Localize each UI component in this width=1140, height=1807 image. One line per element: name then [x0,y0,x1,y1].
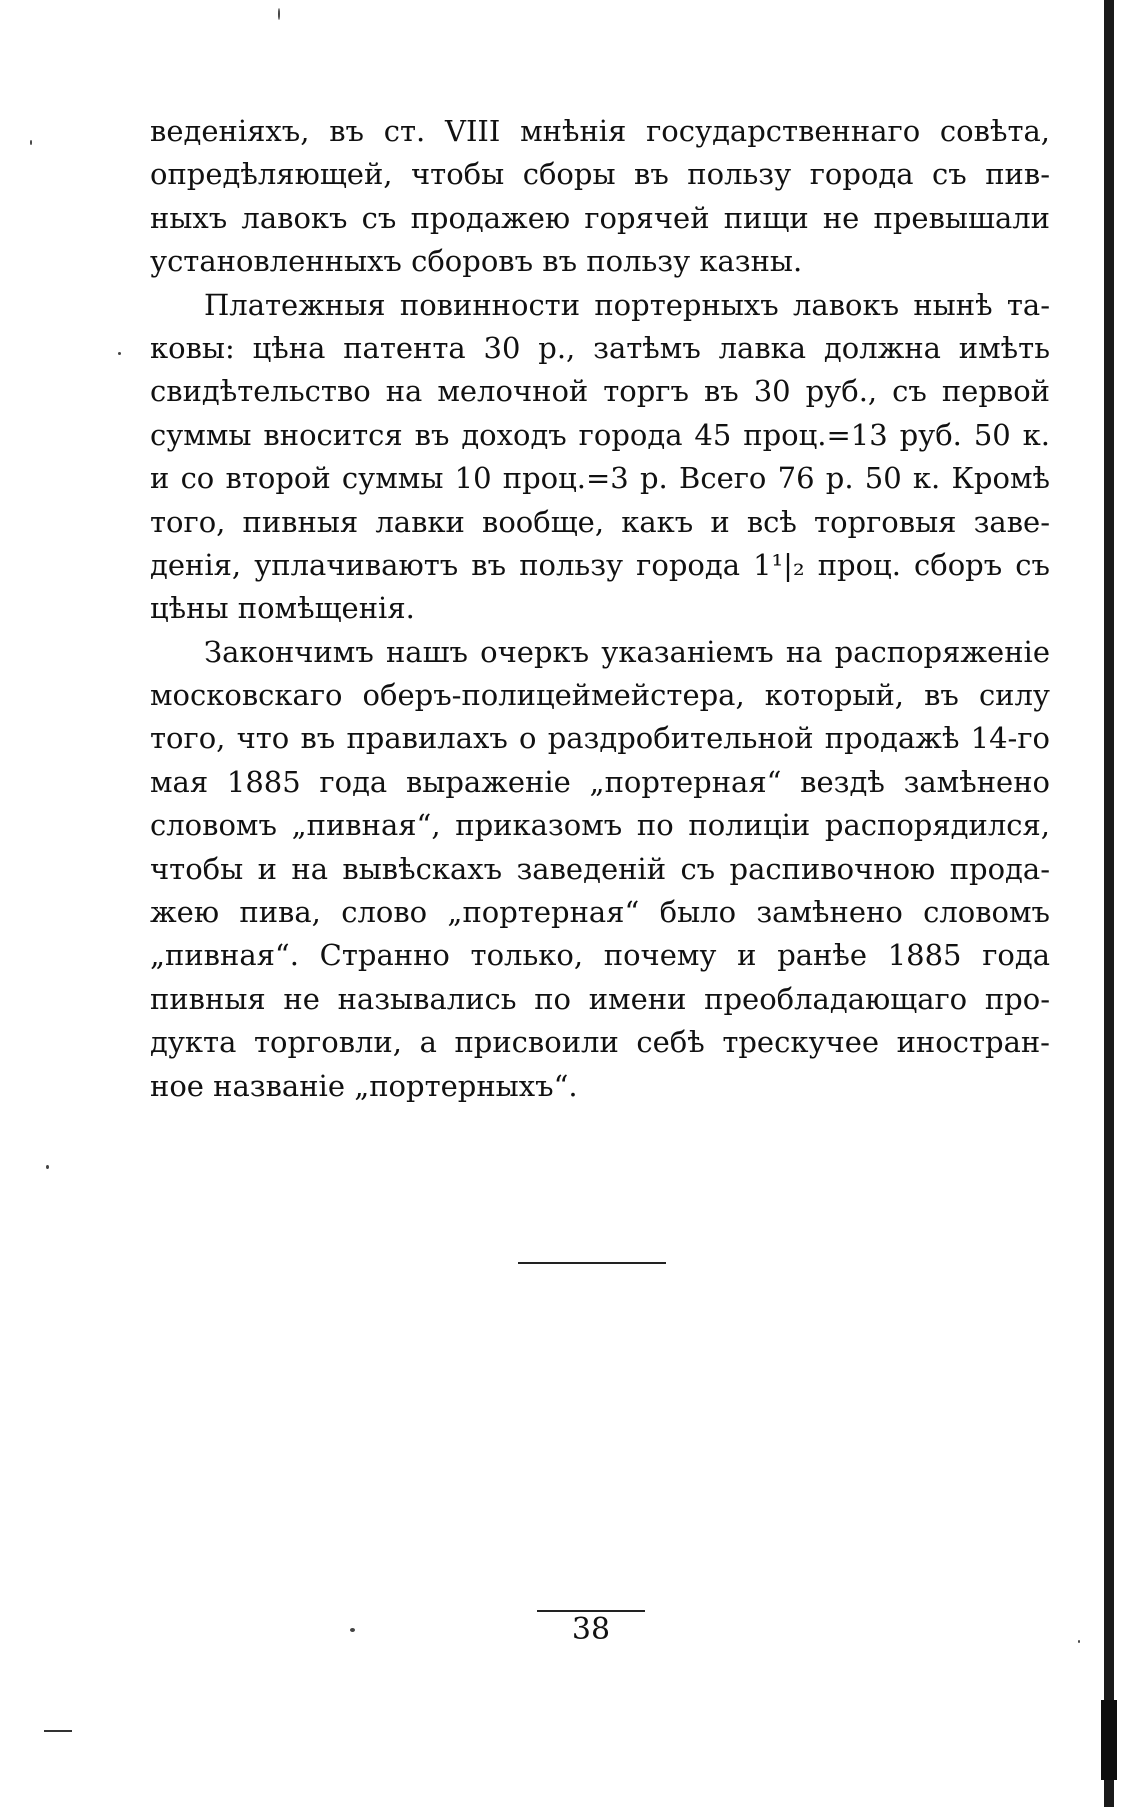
section-divider [518,1262,666,1264]
scan-speck [278,8,280,20]
text-line: дукта торговли, а присвоили себѣ трескучее иностран- [150,1025,1050,1060]
paragraph-2 [150,284,1050,631]
text-line: денія, уплачиваютъ въ пользу города 1¹|₂ проц. сборъ съ [150,547,1050,582]
text-line: чтобы и на вывѣскахъ заведеній съ распивочною прода- [150,851,1050,886]
text-line: цѣны помѣщенія. [150,591,415,626]
text-line: и со второй суммы 10 проц.=3 р. Всего 76 р. 50 к. Кромѣ [150,461,1050,496]
scan-edge-shadow [1104,0,1114,1807]
scan-speck [350,1628,355,1632]
text-line: московскаго оберъ-полицеймейстера, который, въ силу [150,678,1050,713]
text-line: ныхъ лавокъ съ продажею горячей пищи не превышали [150,200,1050,235]
text-line: жею пива, слово „портерная“ было замѣнено словомъ [150,895,1050,930]
scan-speck [30,140,32,145]
text-line: суммы вносится въ доходъ города 45 проц.=13 руб. 50 к. [150,417,1050,452]
scan-speck [46,1165,49,1169]
scan-speck [118,352,121,355]
text-line: того, что въ правилахъ о раздробительной продажѣ 14-го [150,721,1050,756]
text-line: ное названіе „портерныхъ“. [150,1068,578,1103]
text-line: свидѣтельство на мелочной торгъ въ 30 руб., съ первой [150,374,1050,409]
text-line: Закончимъ нашъ очеркъ указаніемъ на распоряженіе [204,634,1050,669]
text-line: ковы: цѣна патента 30 р., затѣмъ лавка должна имѣть [150,330,1050,365]
page-number: 38 [571,1612,611,1647]
text-line: словомъ „пивная“, приказомъ по полиціи распорядился, [150,808,1050,843]
text-line: „пивная“. Странно только, почему и ранѣе 1885 года [150,938,1050,973]
text-line: веденіяхъ, въ ст. VIII мнѣнія государственнаго совѣта, [150,114,1050,148]
scan-mark [44,1730,72,1732]
text-line: опредѣляющей, чтобы сборы въ пользу города съ пив- [150,157,1050,192]
text-line: установленныхъ сборовъ въ пользу казны. [150,244,803,279]
paragraph-1 [150,110,1050,284]
paragraph-3 [150,631,1050,1108]
text-line: того, пивныя лавки вообще, какъ и всѣ торговыя заве- [150,504,1050,539]
text-line: пивныя не назывались по имени преобладающаго про- [150,981,1050,1016]
text-line: Платежныя повинности портерныхъ лавокъ нынѣ та- [204,287,1050,322]
scan-edge-notch [1101,1700,1117,1780]
text-line: мая 1885 года выраженіе „портерная“ вездѣ замѣнено [150,764,1050,799]
scan-speck [1078,1640,1080,1643]
body-text [150,110,1050,1108]
